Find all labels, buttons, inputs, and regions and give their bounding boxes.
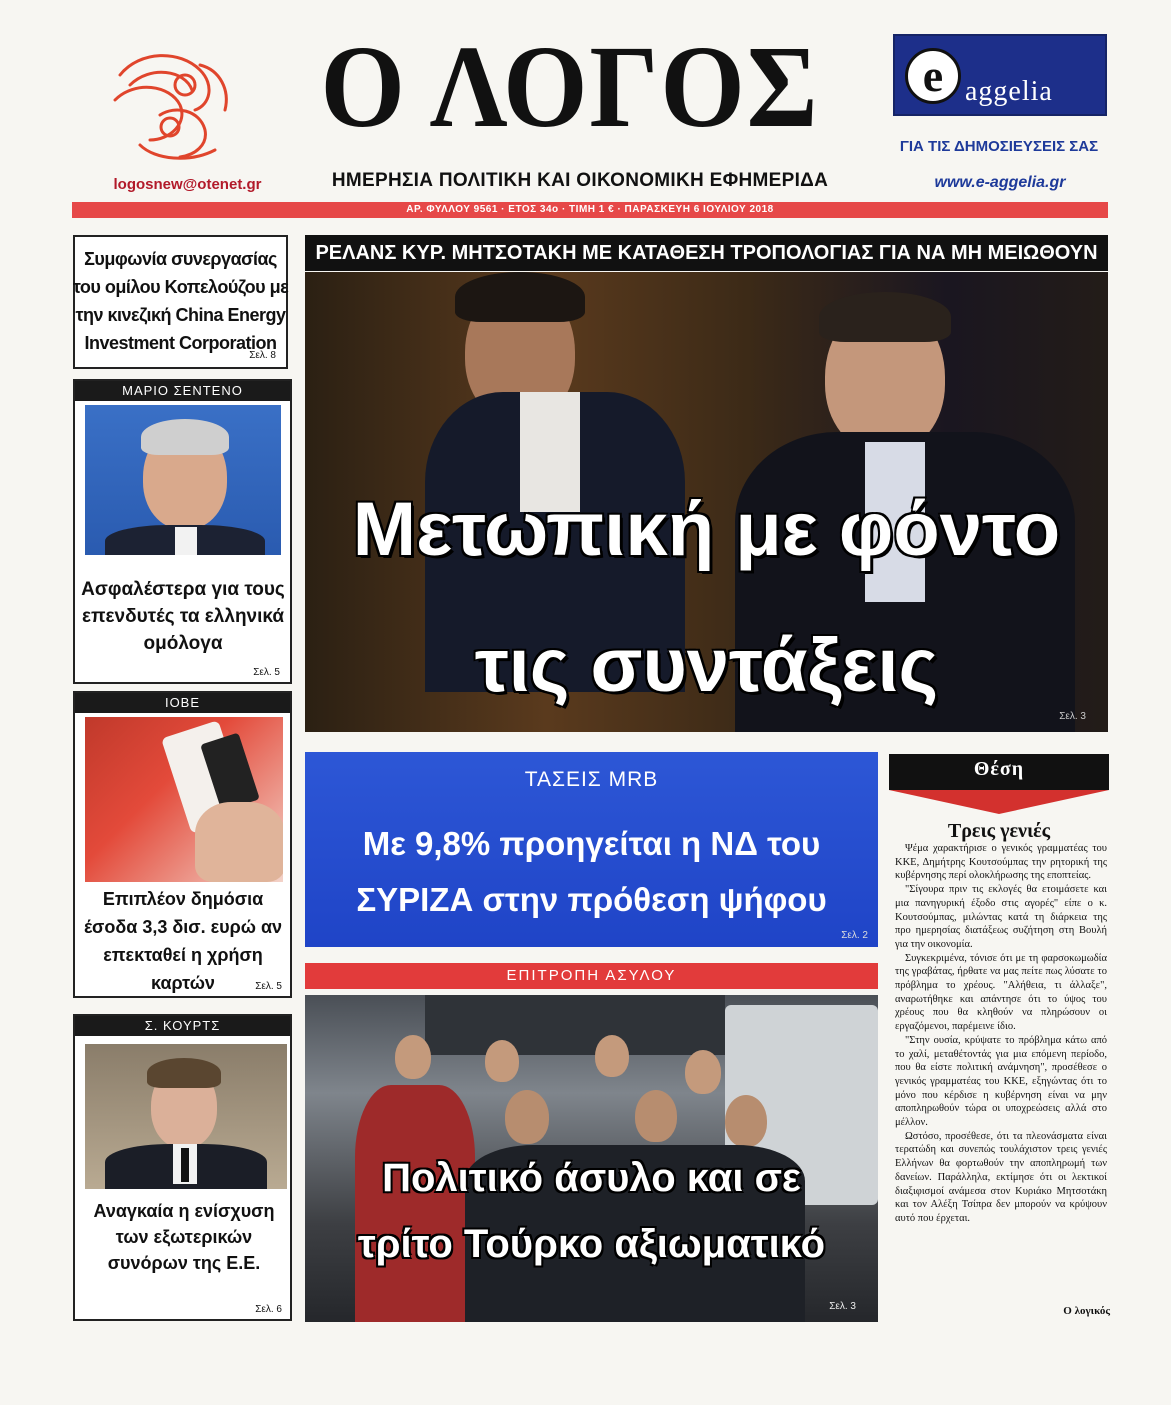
lead-story-headline: Μετωπική με φόντο τις συντάξεις bbox=[352, 487, 1061, 708]
portrait-photo bbox=[85, 405, 281, 555]
lead-story-photo[interactable] bbox=[305, 272, 1108, 732]
newspaper-tagline: ΗΜΕΡΗΣΙΑ ΠΟΛΙΤΙΚΗ ΚΑΙ ΟΙΚΟΝΟΜΙΚΗ ΕΦΗΜΕΡΙΔΑ bbox=[331, 170, 829, 191]
side-story-centeno[interactable] bbox=[73, 379, 292, 684]
section-label: ΜΑΡΙΟ ΣΕΝΤΕΝΟ bbox=[75, 381, 290, 401]
section-label: ΙΟΒΕ bbox=[75, 693, 290, 713]
side-story-headline: Επιπλέον δημόσια έσοδα 3,3 δισ. ευρώ αν επεκταθεί η χρήση καρτών bbox=[83, 889, 283, 993]
asylum-story-photo[interactable] bbox=[305, 995, 878, 1322]
page-ref: Σελ. 5 bbox=[255, 981, 282, 992]
poll-headline: Με 9,8% προηγείται η ΝΔ του ΣΥΡΙΖΑ στην πρόθεση ψήφου bbox=[356, 825, 827, 918]
page-ref: Σελ. 3 bbox=[829, 1301, 856, 1312]
eaggelia-ad-logo[interactable] bbox=[893, 34, 1107, 116]
opinion-body bbox=[895, 842, 1107, 1226]
page-ref: Σελ. 5 bbox=[253, 667, 280, 678]
opinion-paragraph: Συγκεκριμένα, τόνισε ότι με τη φαρσοκωμωδία της γραβάτας, ήρθατε να μας πείτε πως λύσατε το πρόβλημα το χρέους. "Αλήθεια, τι άλλαξε", αναρωτήθηκε και απάντησε ότι το ύψος του χρέους που θα κληθούν να πληρώσουν οι εργαζόμενοι, παρέμεινε ίδιο. bbox=[895, 952, 1107, 1033]
contact-email[interactable]: logosnew@otenet.gr bbox=[113, 176, 262, 193]
newspaper-title: Ο ΛΟΓΟΣ bbox=[320, 21, 820, 152]
opinion-title: Τρεις γενιές bbox=[947, 820, 1051, 842]
side-story-kurz[interactable] bbox=[73, 1014, 292, 1321]
page-ref: Σελ. 6 bbox=[255, 1304, 282, 1315]
opinion-paragraph: "Σίγουρα πριν τις εκλογές θα ετοιμάσετε και μια πανηγυρική έξοδο στις αγορές" είπε ο κ. Κουτσούμπας, μιλώντας κατά τη διάρκεια της προ ημερησίας διατάξεως συζήτηση στη Βουλή για την οικονομία. bbox=[895, 884, 1107, 950]
opinion-red-chevron bbox=[889, 790, 1109, 816]
poll-story[interactable] bbox=[305, 752, 878, 947]
portrait-photo bbox=[85, 1044, 287, 1189]
side-story-headline: Συμφωνία συνεργασίας του ομίλου Κοπελούζου με την κινεζική China Energy Investment Corporation bbox=[72, 249, 289, 353]
page-ref: Σελ. 2 bbox=[841, 930, 868, 941]
opinion-paragraph: "Στην ουσία, κρύψατε το πρόβλημα κάτω από το χαλί, μεταθέτοντάς για μια επόμενη περίοδο, που θα είστε πολιτική ανάμνηση", προσέθεσε ο γενικός γραμματέας του ΚΚΕ, εξηγώντας ότι το μόνο που κέρδισε η κυβέρνηση είναι να μην αποπληρωθούν τώρα οι υποχρεώσεις αλλά στο μέλλον. bbox=[895, 1034, 1107, 1129]
eaggelia-wordmark: aggelia bbox=[965, 76, 1053, 107]
newspaper-logo-illustration bbox=[100, 45, 240, 170]
lead-story-kicker: ΡΕΛΑΝΣ ΚΥΡ. ΜΗΤΣΟΤΑΚΗ ΜΕ ΚΑΤΑΘΕΣΗ ΤΡΟΠΟΛΟΓΙΑΣ ΓΙΑ ΝΑ ΜΗ ΜΕΙΩΘΟΥΝ bbox=[305, 235, 1108, 271]
side-story-kopelouzos[interactable] bbox=[73, 235, 288, 369]
asylum-headline: Πολιτικό άσυλο και σε τρίτο Τούρκο αξιωματικό bbox=[357, 1156, 826, 1266]
page-ref: Σελ. 3 bbox=[1059, 711, 1086, 722]
poll-kicker: ΤΑΣΕΙΣ MRB bbox=[524, 768, 659, 791]
side-story-headline: Ασφαλέστερα για τους επενδυτές τα ελληνικά ομόλογα bbox=[81, 579, 285, 654]
opinion-signature: Ο λογικός bbox=[1063, 1305, 1110, 1317]
asylum-section-label: ΕΠΙΤΡΟΠΗ ΑΣΥΛΟΥ bbox=[305, 963, 878, 989]
card-payment-photo bbox=[85, 717, 283, 882]
side-story-headline: Αναγκαία η ενίσχυση των εξωτερικών συνόρων της Ε.Ε. bbox=[93, 1201, 275, 1273]
eaggelia-tagline: ΓΙΑ ΤΙΣ ΔΗΜΟΣΙΕΥΣΕΙΣ ΣΑΣ bbox=[899, 138, 1099, 155]
section-label: Σ. ΚΟΥΡΤΣ bbox=[75, 1016, 290, 1036]
issue-info-strip: ΑΡ. ΦΥΛΛΟΥ 9561 · ΕΤΟΣ 34ο · ΤΙΜΗ 1 € · ΠΑΡΑΣΚΕΥΗ 6 ΙΟΥΛΙΟΥ 2018 bbox=[72, 202, 1108, 218]
opinion-label: Θέση bbox=[973, 758, 1025, 780]
page-ref: Σελ. 8 bbox=[249, 350, 276, 361]
side-story-iobe[interactable] bbox=[73, 691, 292, 998]
eaggelia-url[interactable]: www.e-aggelia.gr bbox=[934, 174, 1066, 191]
opinion-paragraph: Ψέμα χαρακτήρισε ο γενικός γραμματέας του ΚΚΕ, Δημήτρης Κουτσούμπας την ρητορική της κυβέρνησης περί ολοκλήρωσης της εποπτείας. bbox=[895, 843, 1107, 882]
opinion-header-bar bbox=[889, 754, 1109, 790]
opinion-paragraph: Ωστόσο, προσέθεσε, ότι τα πλεονάσματα είναι τερατώδη και συνεπώς τουλάχιστον τρεις γενιές Ελλήνων θα φορτωθούν την αποπληρωμή των δανείων. Παράλληλα, εκτίμησε ότι οι λεκτικοί διαξιφισμοί ανάμεσα στον Κυριάκο Μητσοτάκη και τον Αλέξη Τσίπρα δεν μπορούν να κρύψουν αυτό που έρχεται. bbox=[895, 1130, 1107, 1224]
eaggelia-e-icon: e bbox=[905, 48, 961, 104]
